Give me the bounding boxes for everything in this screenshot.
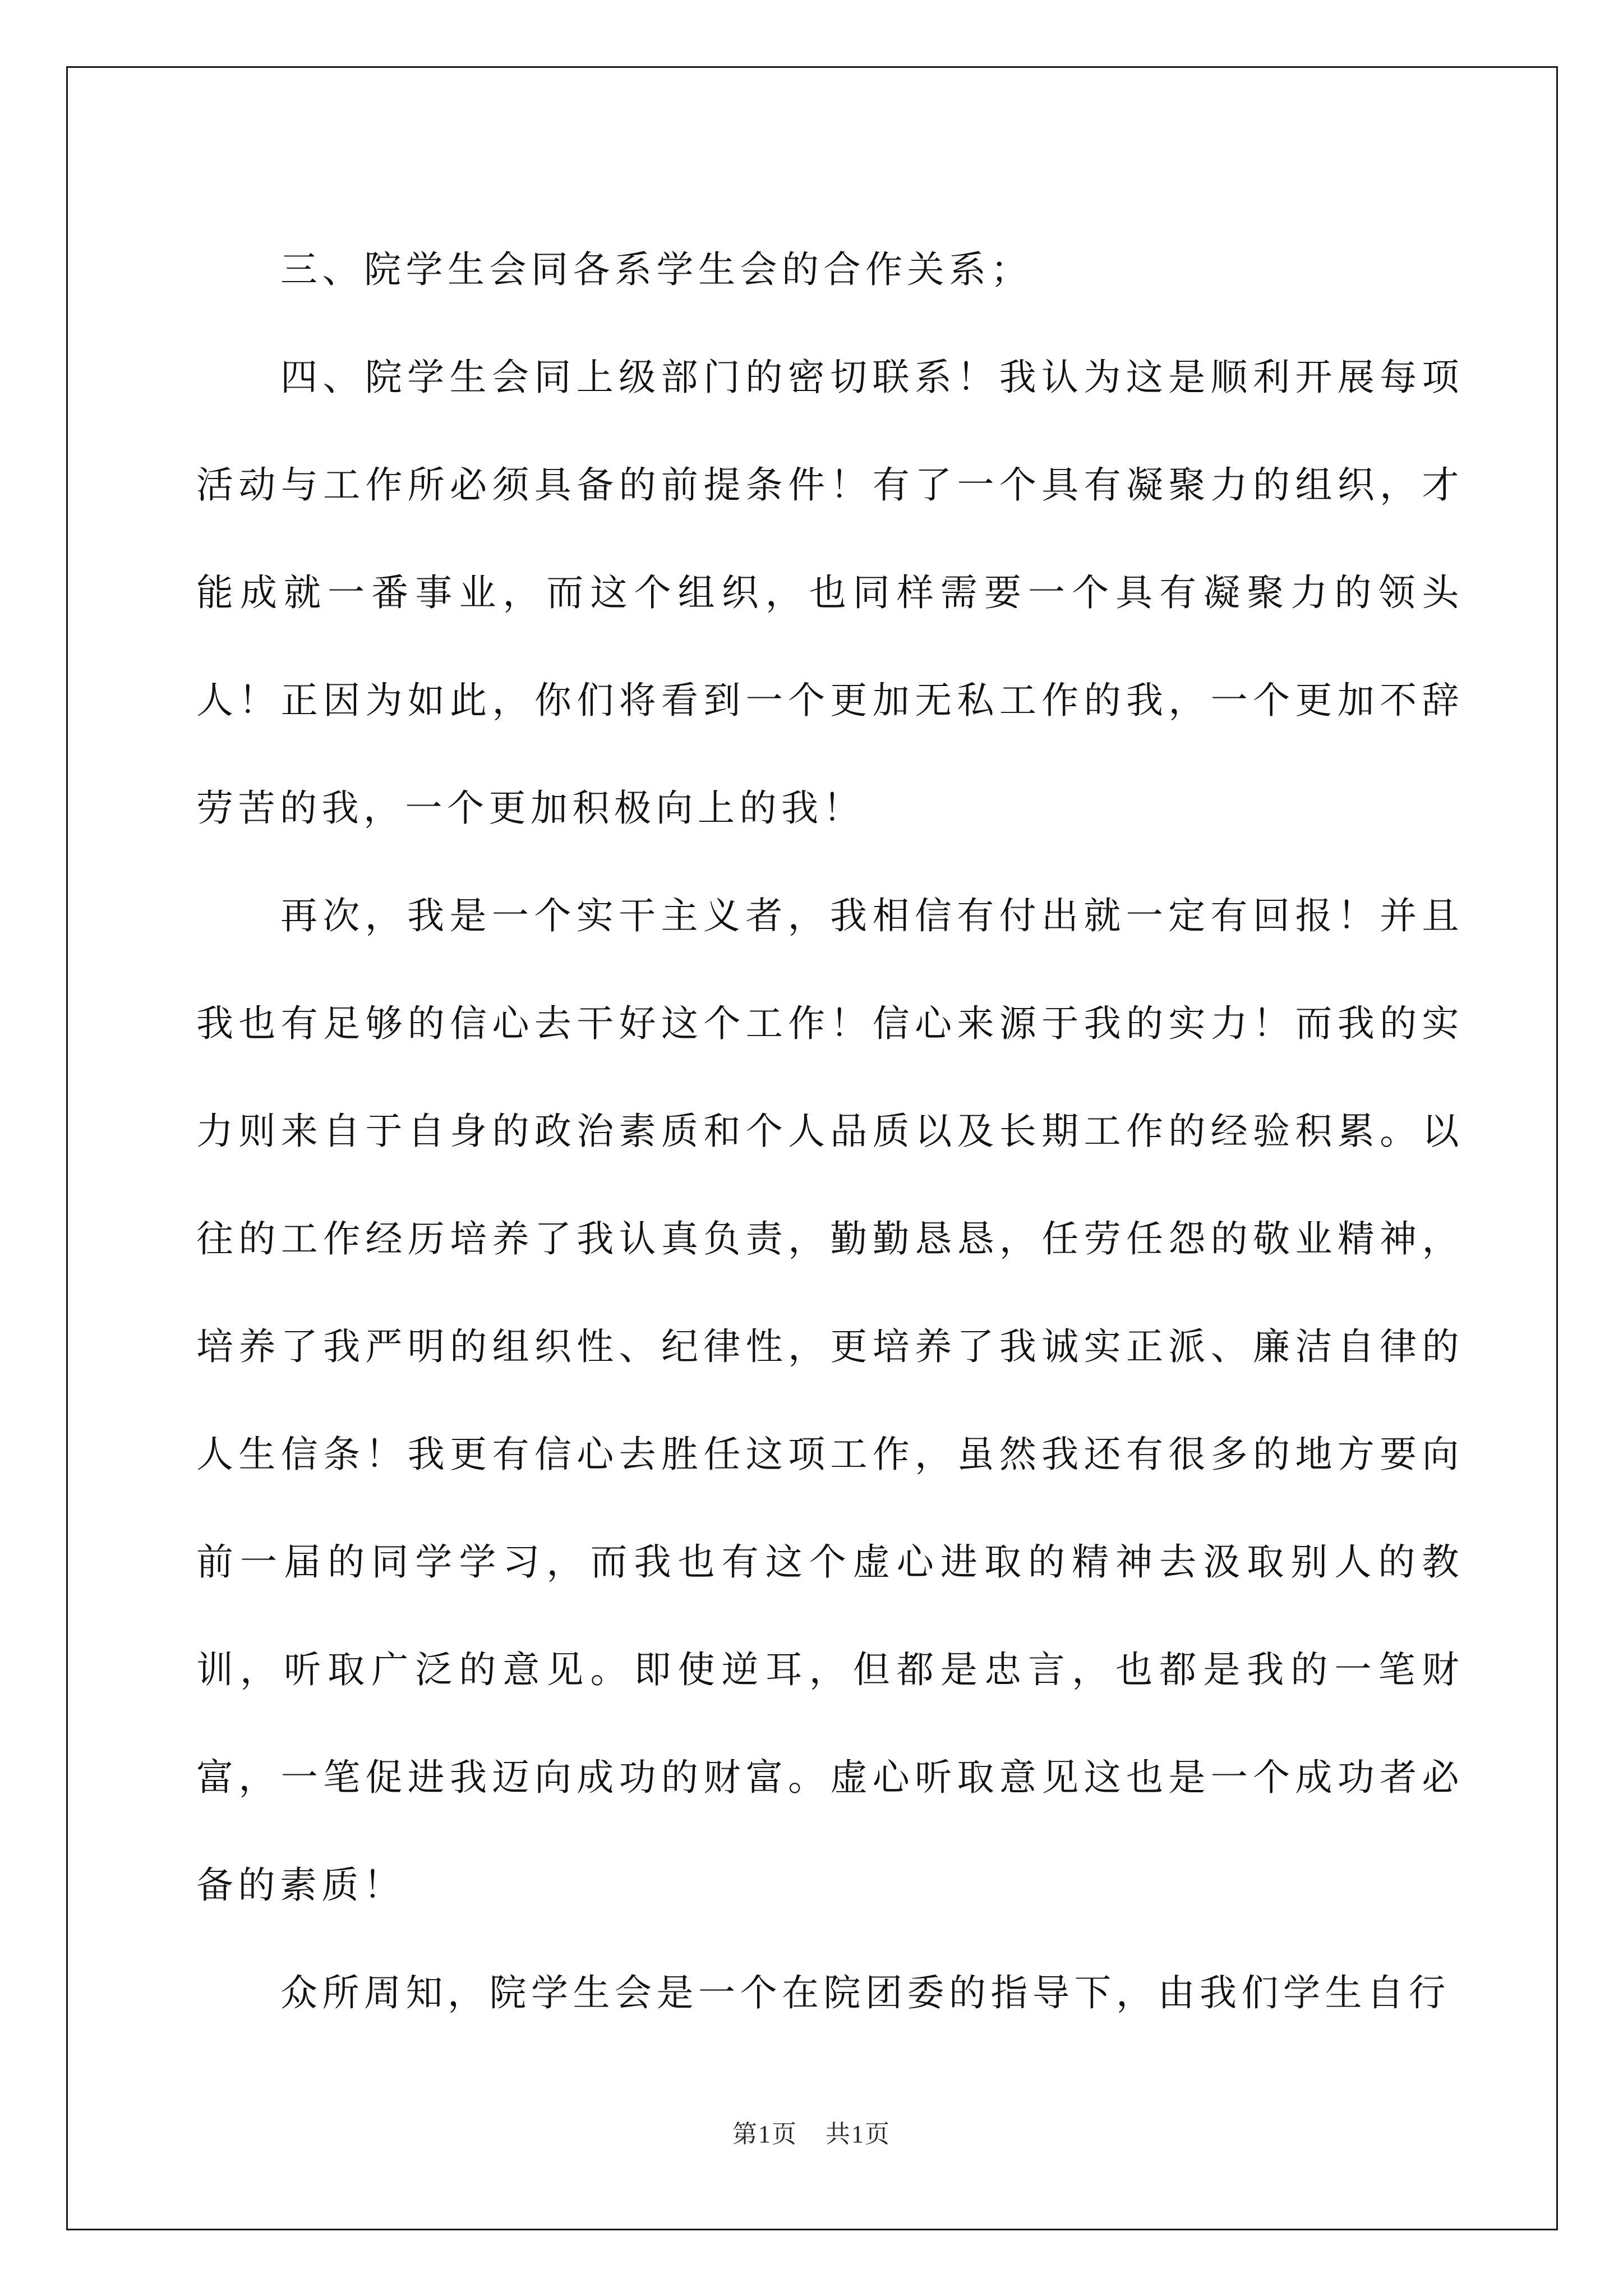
paragraph-4: 众所周知，院学生会是一个在院团委的指导下，由我们学生自行 [280, 1971, 1450, 2014]
paragraph-3: 再次，我是一个实干主义者，我相信有付出就一定有回报！并且我也有足够的信心去干好这个工作！信心来源于我的实力！而我的实力则来自于自身的政治素质和个人品质以及长期工作的经验积累。以往的工作经历培养了我认真负责，勤勤恳恳，任劳任怨的敬业精神，培养了我严明的组织性、纪律性，更培养了我诚实正派、廉洁自律的人生信条！我更有信心去胜任这项工作，虽然我还有很多的地方要向前一届的同学学习，而我也有这个虚心进取的精神去汲取别人的教训，听取广泛的意见。即使逆耳，但都是忠言，也都是我的一笔财富，一笔促进我迈向成功的财富。虚心听取意见这也是一个成功者必备的素质！ [196, 894, 1464, 1907]
page-total: 共1页 [826, 2120, 891, 2148]
page-number: 第1页 [732, 2120, 797, 2148]
paragraph-2: 四、院学生会同上级部门的密切联系！我认为这是顺利开展每项活动与工作所必须具备的前提条件！有了一个具有凝聚力的组织，才能成就一番事业，而这个组织，也同样需要一个具有凝聚力的领头人！正因为如此，你们将看到一个更加无私工作的我，一个更加不辞劳苦的我，一个更加积极向上的我！ [196, 356, 1464, 830]
paragraph-1: 三、院学生会同各系学生会的合作关系； [280, 248, 1032, 291]
document-body [196, 216, 1464, 2047]
page-footer [0, 2114, 1623, 2150]
